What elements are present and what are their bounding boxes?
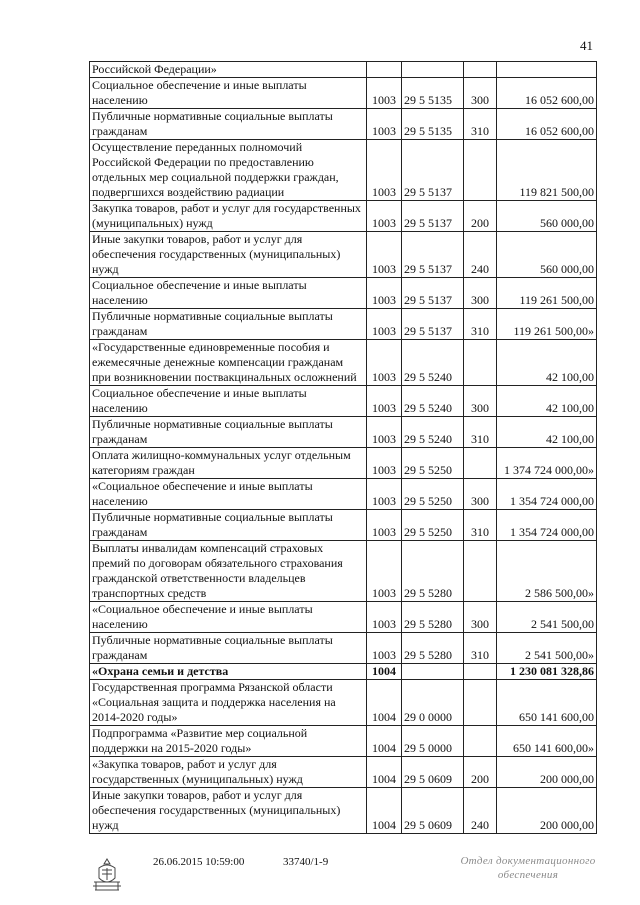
table-row xyxy=(90,510,597,541)
table-row xyxy=(90,309,597,340)
row-amount: 650 141 600,00» xyxy=(497,726,597,757)
row-expense-type: 310 xyxy=(464,510,497,541)
row-expense-type: 300 xyxy=(464,278,497,309)
table-row xyxy=(90,479,597,510)
row-section-code: 1003 xyxy=(367,340,402,386)
table-row xyxy=(90,680,597,726)
footer-date: 26.06.2015 10:59:00 xyxy=(153,856,245,868)
row-name: «Социальное обеспечение и иные выплаты населению xyxy=(90,479,367,510)
row-target-code xyxy=(402,664,464,680)
table-row xyxy=(90,664,597,680)
budget-table xyxy=(89,61,597,834)
row-expense-type xyxy=(464,340,497,386)
row-section-code: 1003 xyxy=(367,479,402,510)
row-name: Публичные нормативные социальные выплаты гражданам xyxy=(90,417,367,448)
row-name: Социальное обеспечение и иные выплаты населению xyxy=(90,78,367,109)
row-name: Российской Федерации» xyxy=(90,62,367,78)
row-target-code: 29 5 5280 xyxy=(402,602,464,633)
row-amount: 1 354 724 000,00 xyxy=(497,510,597,541)
footer-code: 33740/1-9 xyxy=(283,856,329,868)
row-section-code: 1003 xyxy=(367,278,402,309)
table-row xyxy=(90,448,597,479)
row-name: Иные закупки товаров, работ и услуг для обеспечения государственных (муниципальных) нужд xyxy=(90,232,367,278)
footer xyxy=(0,848,640,898)
table-row xyxy=(90,232,597,278)
table-row xyxy=(90,78,597,109)
row-amount: 2 541 500,00 xyxy=(497,602,597,633)
row-section-code: 1003 xyxy=(367,417,402,448)
row-amount: 16 052 600,00 xyxy=(497,78,597,109)
row-amount: 119 821 500,00 xyxy=(497,140,597,201)
row-section-code: 1003 xyxy=(367,109,402,140)
row-target-code: 29 5 5137 xyxy=(402,309,464,340)
row-section-code: 1003 xyxy=(367,510,402,541)
row-amount: 1 374 724 000,00» xyxy=(497,448,597,479)
row-name: «Государственные единовременные пособия и ежемесячные денежные компенсации гражданам при возникновении поствакцинальных осложнений xyxy=(90,340,367,386)
row-expense-type: 310 xyxy=(464,417,497,448)
row-amount: 560 000,00 xyxy=(497,201,597,232)
row-name: Государственная программа Рязанской области «Социальная защита и поддержка населения на 2014-2020 годы» xyxy=(90,680,367,726)
table-row xyxy=(90,201,597,232)
table-row xyxy=(90,140,597,201)
row-expense-type xyxy=(464,726,497,757)
row-target-code: 29 5 5250 xyxy=(402,448,464,479)
row-section-code: 1003 xyxy=(367,386,402,417)
row-name: Публичные нормативные социальные выплаты гражданам xyxy=(90,510,367,541)
row-amount: 1 230 081 328,86 xyxy=(497,664,597,680)
row-target-code: 29 0 0000 xyxy=(402,680,464,726)
row-amount: 560 000,00 xyxy=(497,232,597,278)
row-target-code: 29 5 5240 xyxy=(402,386,464,417)
row-section-code: 1003 xyxy=(367,140,402,201)
row-target-code: 29 5 5135 xyxy=(402,109,464,140)
footer-department-line2: обеспечения xyxy=(497,869,559,881)
table-row xyxy=(90,278,597,309)
row-section-code: 1004 xyxy=(367,726,402,757)
row-amount: 2 541 500,00» xyxy=(497,633,597,664)
row-amount: 42 100,00 xyxy=(497,340,597,386)
row-section-code: 1004 xyxy=(367,664,402,680)
row-target-code: 29 5 5137 xyxy=(402,201,464,232)
row-name: «Охрана семьи и детства xyxy=(90,664,367,680)
row-expense-type: 200 xyxy=(464,757,497,788)
row-section-code: 1003 xyxy=(367,232,402,278)
table-row xyxy=(90,541,597,602)
table-row xyxy=(90,788,597,834)
table-row xyxy=(90,726,597,757)
row-target-code: 29 5 5280 xyxy=(402,541,464,602)
row-name: Социальное обеспечение и иные выплаты населению xyxy=(90,386,367,417)
row-amount: 16 052 600,00 xyxy=(497,109,597,140)
table-row xyxy=(90,602,597,633)
row-amount: 119 261 500,00 xyxy=(497,278,597,309)
row-section-code xyxy=(367,62,402,78)
table-row xyxy=(90,62,597,78)
row-amount xyxy=(497,62,597,78)
row-amount: 650 141 600,00 xyxy=(497,680,597,726)
row-target-code: 29 5 5240 xyxy=(402,340,464,386)
row-amount: 1 354 724 000,00 xyxy=(497,479,597,510)
row-amount: 200 000,00 xyxy=(497,757,597,788)
row-amount: 2 586 500,00» xyxy=(497,541,597,602)
row-target-code xyxy=(402,62,464,78)
row-section-code: 1003 xyxy=(367,448,402,479)
row-section-code: 1003 xyxy=(367,78,402,109)
row-target-code: 29 5 5135 xyxy=(402,78,464,109)
row-expense-type: 300 xyxy=(464,602,497,633)
row-name: «Закупка товаров, работ и услуг для государственных (муниципальных) нужд xyxy=(90,757,367,788)
row-target-code: 29 5 5137 xyxy=(402,232,464,278)
row-expense-type xyxy=(464,448,497,479)
row-name: Публичные нормативные социальные выплаты гражданам xyxy=(90,109,367,140)
row-expense-type: 310 xyxy=(464,109,497,140)
row-name: Иные закупки товаров, работ и услуг для обеспечения государственных (муниципальных) нужд xyxy=(90,788,367,834)
table-row xyxy=(90,386,597,417)
row-target-code: 29 5 5137 xyxy=(402,140,464,201)
row-name: Выплаты инвалидам компенсаций страховых премий по договорам обязательного страхования гражданской ответственности владельцев транспортных средств xyxy=(90,541,367,602)
row-expense-type: 310 xyxy=(464,309,497,340)
footer-department-stamp xyxy=(448,854,608,882)
row-target-code: 29 5 5137 xyxy=(402,278,464,309)
row-name: Подпрограмма «Развитие мер социальной поддержки на 2015-2020 годы» xyxy=(90,726,367,757)
row-amount: 119 261 500,00» xyxy=(497,309,597,340)
row-amount: 200 000,00 xyxy=(497,788,597,834)
row-expense-type: 300 xyxy=(464,479,497,510)
row-expense-type xyxy=(464,541,497,602)
row-name: «Социальное обеспечение и иные выплаты населению xyxy=(90,602,367,633)
table-row xyxy=(90,633,597,664)
table-row xyxy=(90,417,597,448)
page-number: 41 xyxy=(580,38,593,53)
row-name: Социальное обеспечение и иные выплаты населению xyxy=(90,278,367,309)
row-name: Оплата жилищно-коммунальных услуг отдельным категориям граждан xyxy=(90,448,367,479)
row-target-code: 29 5 0609 xyxy=(402,788,464,834)
row-section-code: 1003 xyxy=(367,633,402,664)
row-section-code: 1003 xyxy=(367,602,402,633)
row-section-code: 1003 xyxy=(367,541,402,602)
row-target-code: 29 5 0000 xyxy=(402,726,464,757)
row-section-code: 1004 xyxy=(367,757,402,788)
row-expense-type xyxy=(464,664,497,680)
row-amount: 42 100,00 xyxy=(497,386,597,417)
row-expense-type: 310 xyxy=(464,633,497,664)
row-name: Публичные нормативные социальные выплаты гражданам xyxy=(90,633,367,664)
row-expense-type: 240 xyxy=(464,232,497,278)
row-expense-type: 300 xyxy=(464,78,497,109)
row-section-code: 1004 xyxy=(367,680,402,726)
row-expense-type xyxy=(464,62,497,78)
table-row xyxy=(90,757,597,788)
row-target-code: 29 5 0609 xyxy=(402,757,464,788)
row-section-code: 1003 xyxy=(367,201,402,232)
row-name: Публичные нормативные социальные выплаты гражданам xyxy=(90,309,367,340)
budget-table-body xyxy=(90,62,597,834)
row-amount: 42 100,00 xyxy=(497,417,597,448)
row-section-code: 1004 xyxy=(367,788,402,834)
row-expense-type xyxy=(464,680,497,726)
row-target-code: 29 5 5250 xyxy=(402,479,464,510)
row-name: Закупка товаров, работ и услуг для государственных (муниципальных) нужд xyxy=(90,201,367,232)
table-row xyxy=(90,340,597,386)
row-expense-type: 200 xyxy=(464,201,497,232)
table-row xyxy=(90,109,597,140)
row-target-code: 29 5 5280 xyxy=(402,633,464,664)
row-section-code: 1003 xyxy=(367,309,402,340)
emblem-icon xyxy=(90,856,124,892)
row-expense-type: 300 xyxy=(464,386,497,417)
row-name: Осуществление переданных полномочий Российской Федерации по предоставлению отдельных мер социальной поддержки граждан, подвергшихся воздействию радиации xyxy=(90,140,367,201)
row-expense-type: 240 xyxy=(464,788,497,834)
footer-department-line1: Отдел документационного xyxy=(460,855,596,867)
row-expense-type xyxy=(464,140,497,201)
row-target-code: 29 5 5250 xyxy=(402,510,464,541)
row-target-code: 29 5 5240 xyxy=(402,417,464,448)
